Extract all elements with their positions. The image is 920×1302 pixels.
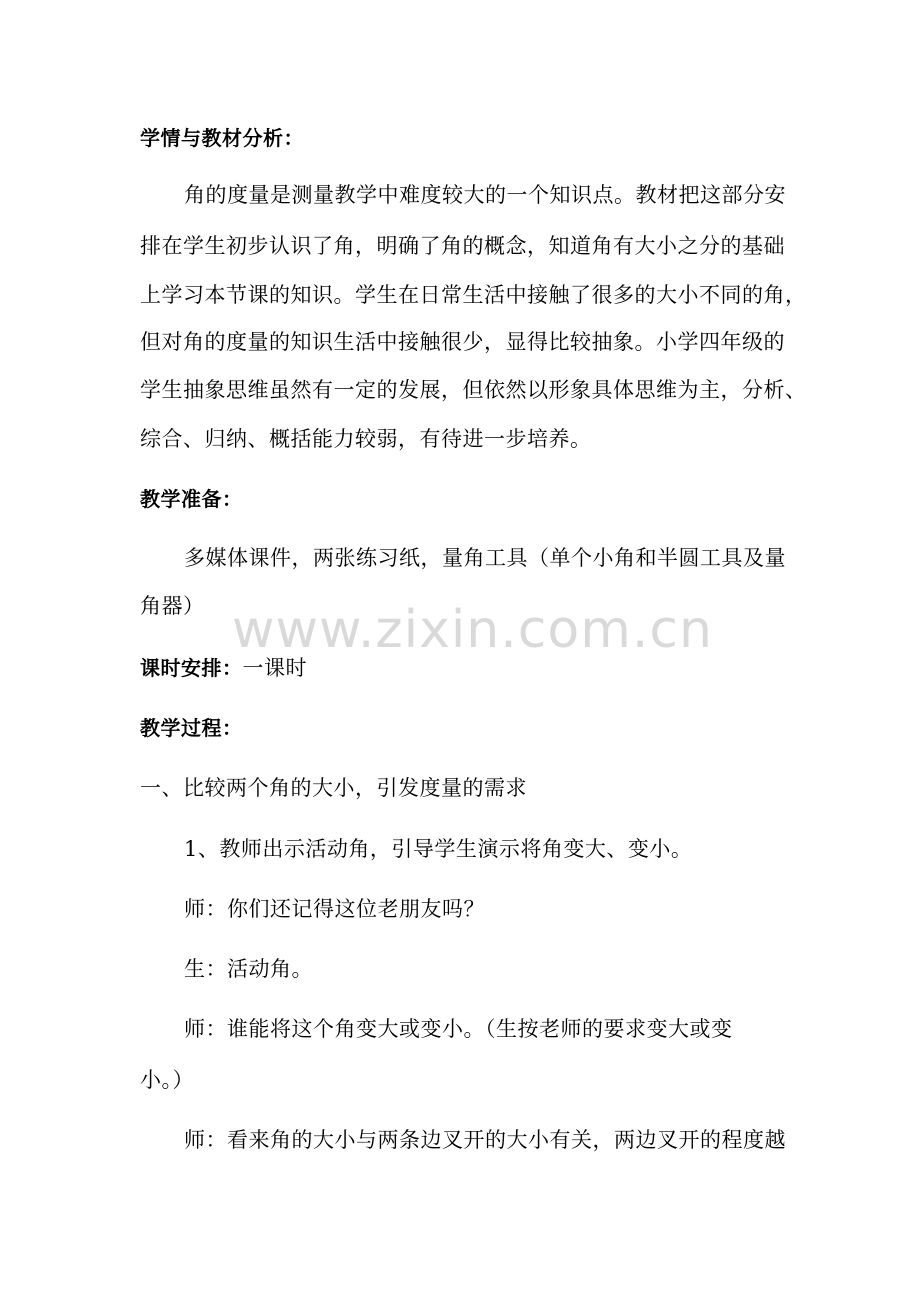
dialogue-line: 师：你们还记得这位老朋友吗？ <box>184 897 485 921</box>
paragraph-line: 综合、归纳、概括能力较弱，有待进一步培养。 <box>140 427 592 451</box>
section-heading-analysis: 学情与教材分析： <box>140 126 304 150</box>
paragraph-line: 排在学生初步认识了角，明确了角的概念，知道角有大小之分的基础 <box>140 234 785 258</box>
dialogue-line: 师：看来角的大小与两条边叉开的大小有关，两边叉开的程度越 <box>184 1128 786 1152</box>
schedule-line <box>140 653 790 683</box>
paragraph-line: 1、教师出示活动角，引导学生演示将角变大、变小。 <box>184 837 693 861</box>
section-heading-preparation: 教学准备： <box>140 487 243 511</box>
section-heading-schedule: 课时安排： <box>140 656 243 680</box>
dialogue-line: 生：活动角。 <box>184 957 313 981</box>
schedule-value: 一课时 <box>242 656 307 680</box>
paragraph-line: 但对角的度量的知识生活中接触很少，显得比较抽象。小学四年级的 <box>140 330 785 354</box>
paragraph-line: 多媒体课件，两张练习纸，量角工具（单个小角和半圆工具及量 <box>184 546 786 570</box>
dialogue-line: 师：谁能将这个角变大或变小。（生按老师的要求变大或变 <box>184 1017 733 1041</box>
paragraph-line: 上学习本节课的知识。学生在日常生活中接触了很多的大小不同的角， <box>140 283 807 307</box>
dialogue-line: 小。） <box>140 1068 194 1092</box>
paragraph-line: 角器） <box>140 594 205 618</box>
part-title: 一、比较两个角的大小，引发度量的需求 <box>140 776 527 800</box>
watermark: www.zixin.com.cn <box>232 600 713 660</box>
section-heading-process: 教学过程： <box>140 716 243 740</box>
paragraph-line: 角的度量是测量教学中难度较大的一个知识点。教材把这部分安 <box>184 183 786 207</box>
paragraph-line: 学生抽象思维虽然有一定的发展，但依然以形象具体思维为主，分析、 <box>140 378 807 402</box>
